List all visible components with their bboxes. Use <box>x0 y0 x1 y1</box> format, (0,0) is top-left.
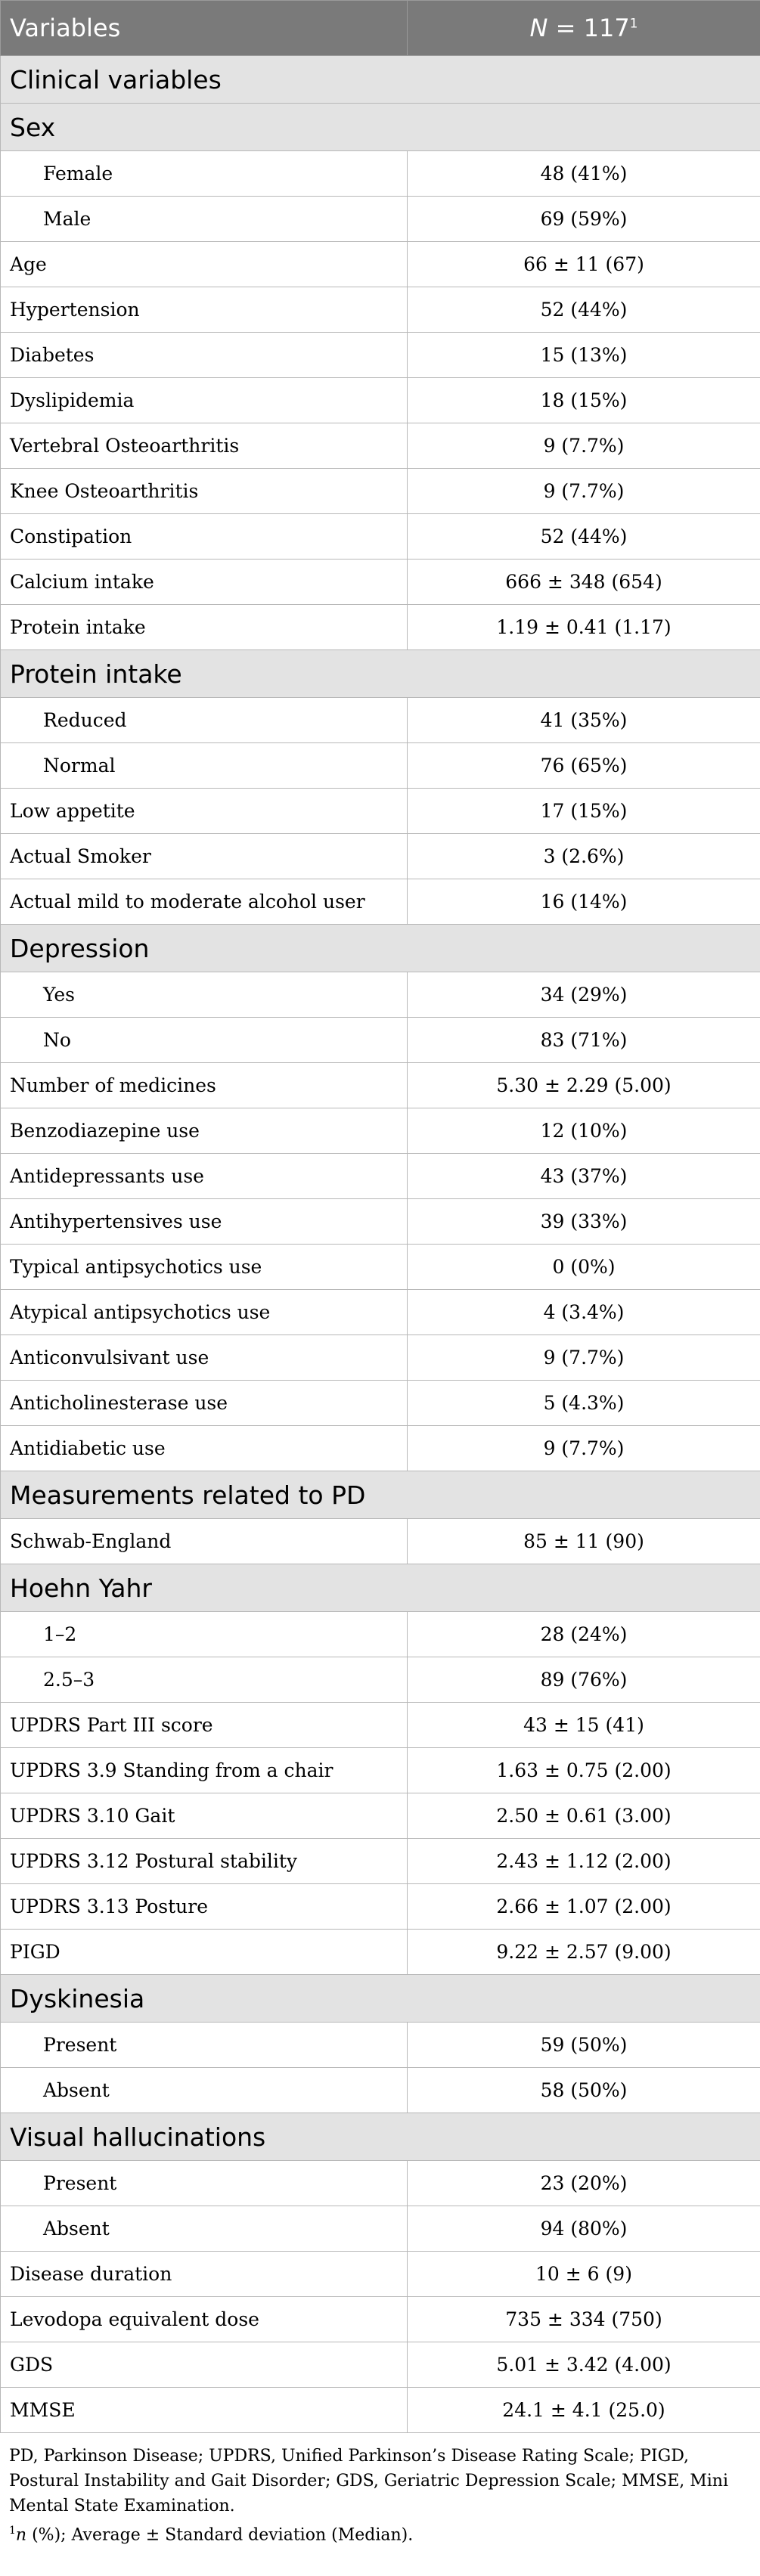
variable-label: MMSE <box>1 2388 408 2433</box>
variable-label: Dyslipidemia <box>1 378 408 423</box>
table-row <box>1 378 760 423</box>
variable-value: 34 (29%) <box>408 972 760 1018</box>
variable-value: 15 (13%) <box>408 333 760 378</box>
variable-label: Yes <box>1 972 408 1018</box>
variable-value: 1.63 ± 0.75 (2.00) <box>408 1748 760 1793</box>
footnote-text: (%); Average ± Standard deviation (Median). <box>26 2525 414 2545</box>
variable-value: 59 (50%) <box>408 2023 760 2068</box>
table-row <box>1 1703 760 1748</box>
table-row <box>1 2342 760 2388</box>
table-row <box>1 1199 760 1245</box>
section-row <box>1 104 760 151</box>
subcategory-row <box>1 972 760 1018</box>
variable-value: 52 (44%) <box>408 287 760 333</box>
table-row <box>1 1884 760 1930</box>
variable-label: Protein intake <box>1 605 408 650</box>
variable-label: Normal <box>1 743 408 789</box>
section-label: Measurements related to PD <box>1 1471 760 1519</box>
variable-label: Schwab-England <box>1 1519 408 1564</box>
variable-label: Absent <box>1 2068 408 2113</box>
subcategory-row <box>1 151 760 197</box>
variable-label: Constipation <box>1 514 408 560</box>
variable-label: UPDRS Part III score <box>1 1703 408 1748</box>
section-label: Depression <box>1 925 760 972</box>
variable-label: 2.5–3 <box>1 1657 408 1703</box>
variable-value: 10 ± 6 (9) <box>408 2252 760 2297</box>
variable-label: Diabetes <box>1 333 408 378</box>
variable-value: 28 (24%) <box>408 1612 760 1657</box>
variable-label: UPDRS 3.12 Postural stability <box>1 1839 408 1884</box>
section-row <box>1 925 760 972</box>
variable-label: Anticholinesterase use <box>1 1381 408 1426</box>
subcategory-row <box>1 2023 760 2068</box>
variable-value: 24.1 ± 4.1 (25.0) <box>408 2388 760 2433</box>
variable-label: Reduced <box>1 698 408 743</box>
variable-value: 83 (71%) <box>408 1018 760 1063</box>
table-row <box>1 1519 760 1564</box>
section-label: Dyskinesia <box>1 1975 760 2023</box>
footnote-marker: 1 <box>9 2525 16 2537</box>
variable-label: Age <box>1 242 408 287</box>
variable-label: Actual Smoker <box>1 834 408 879</box>
variable-value: 39 (33%) <box>408 1199 760 1245</box>
section-label: Hoehn Yahr <box>1 1564 760 1612</box>
header-n-sup: 1 <box>629 16 638 32</box>
section-row <box>1 1471 760 1519</box>
footnote <box>9 2519 751 2547</box>
table-row <box>1 560 760 605</box>
variable-label: UPDRS 3.9 Standing from a chair <box>1 1748 408 1793</box>
variable-label: Vertebral Osteoarthritis <box>1 423 408 469</box>
variable-value: 9.22 ± 2.57 (9.00) <box>408 1930 760 1975</box>
variable-value: 5 (4.3%) <box>408 1381 760 1426</box>
variable-value: 76 (65%) <box>408 743 760 789</box>
variable-value: 43 ± 15 (41) <box>408 1703 760 1748</box>
variable-label: Disease duration <box>1 2252 408 2297</box>
table-row <box>1 1839 760 1884</box>
table-row <box>1 514 760 560</box>
section-label: Sex <box>1 104 760 151</box>
abbreviations-note: PD, Parkinson Disease; UPDRS, Unified Parkinson’s Disease Rating Scale; PIGD, Postural Instability and Gait Disorder; GDS, Geriatric Depression Scale; MMSE, Mini Mental State Examination. <box>9 2447 729 2516</box>
variable-value: 48 (41%) <box>408 151 760 197</box>
variable-value: 43 (37%) <box>408 1154 760 1199</box>
variable-value: 9 (7.7%) <box>408 469 760 514</box>
variable-value: 1.19 ± 0.41 (1.17) <box>408 605 760 650</box>
variable-label: Antihypertensives use <box>1 1199 408 1245</box>
variable-value: 2.50 ± 0.61 (3.00) <box>408 1793 760 1839</box>
table-row <box>1 605 760 650</box>
variable-value: 3 (2.6%) <box>408 834 760 879</box>
subcategory-row <box>1 2206 760 2252</box>
variable-label: Levodopa equivalent dose <box>1 2297 408 2342</box>
variable-label: Atypical antipsychotics use <box>1 1290 408 1335</box>
table-row <box>1 423 760 469</box>
variable-label: Low appetite <box>1 789 408 834</box>
variable-label: GDS <box>1 2342 408 2388</box>
variable-label: Present <box>1 2023 408 2068</box>
section-row <box>1 650 760 698</box>
variable-label: Hypertension <box>1 287 408 333</box>
table-row <box>1 879 760 925</box>
table-row <box>1 834 760 879</box>
subcategory-row <box>1 1612 760 1657</box>
variable-value: 41 (35%) <box>408 698 760 743</box>
variable-value: 12 (10%) <box>408 1108 760 1154</box>
section-label: Clinical variables <box>1 56 760 104</box>
variable-value: 0 (0%) <box>408 1245 760 1290</box>
header-variables: Variables <box>1 1 408 56</box>
variable-value: 2.66 ± 1.07 (2.00) <box>408 1884 760 1930</box>
table-row <box>1 469 760 514</box>
variable-value: 18 (15%) <box>408 378 760 423</box>
variable-label: Absent <box>1 2206 408 2252</box>
variable-label: Knee Osteoarthritis <box>1 469 408 514</box>
variable-value: 9 (7.7%) <box>408 1426 760 1471</box>
table-row <box>1 1335 760 1381</box>
table-row <box>1 1290 760 1335</box>
variable-label: PIGD <box>1 1930 408 1975</box>
variable-value: 52 (44%) <box>408 514 760 560</box>
variable-label: Actual mild to moderate alcohol user <box>1 879 408 925</box>
variable-value: 16 (14%) <box>408 879 760 925</box>
variable-value: 4 (3.4%) <box>408 1290 760 1335</box>
variable-label: Antidepressants use <box>1 1154 408 1199</box>
subcategory-row <box>1 2068 760 2113</box>
variable-label: Male <box>1 197 408 242</box>
section-row <box>1 56 760 104</box>
subcategory-row <box>1 698 760 743</box>
variable-label: No <box>1 1018 408 1063</box>
variable-value: 94 (80%) <box>408 2206 760 2252</box>
table-row <box>1 2297 760 2342</box>
variable-value: 89 (76%) <box>408 1657 760 1703</box>
subcategory-row <box>1 743 760 789</box>
variable-label: Benzodiazepine use <box>1 1108 408 1154</box>
variable-value: 735 ± 334 (750) <box>408 2297 760 2342</box>
table-row <box>1 287 760 333</box>
variable-value: 2.43 ± 1.12 (2.00) <box>408 1839 760 1884</box>
variable-value: 5.01 ± 3.42 (4.00) <box>408 2342 760 2388</box>
subcategory-row <box>1 1018 760 1063</box>
table-row <box>1 2252 760 2297</box>
variable-value: 9 (7.7%) <box>408 1335 760 1381</box>
subcategory-row <box>1 1657 760 1703</box>
variable-label: UPDRS 3.13 Posture <box>1 1884 408 1930</box>
variable-label: Calcium intake <box>1 560 408 605</box>
table-row <box>1 1426 760 1471</box>
table-row <box>1 1381 760 1426</box>
variable-label: 1–2 <box>1 1612 408 1657</box>
variable-value: 85 ± 11 (90) <box>408 1519 760 1564</box>
variable-label: Typical antipsychotics use <box>1 1245 408 1290</box>
section-row <box>1 2113 760 2161</box>
table-header-row <box>1 1 760 56</box>
table-row <box>1 1793 760 1839</box>
table-row <box>1 242 760 287</box>
variable-label: Female <box>1 151 408 197</box>
variable-value: 5.30 ± 2.29 (5.00) <box>408 1063 760 1108</box>
variable-value: 66 ± 11 (67) <box>408 242 760 287</box>
variable-value: 17 (15%) <box>408 789 760 834</box>
variable-value: 666 ± 348 (654) <box>408 560 760 605</box>
variable-label: Antidiabetic use <box>1 1426 408 1471</box>
table-row <box>1 1930 760 1975</box>
variable-label: Present <box>1 2161 408 2206</box>
variable-value: 23 (20%) <box>408 2161 760 2206</box>
variable-value: 9 (7.7%) <box>408 423 760 469</box>
header-n <box>408 1 760 56</box>
table-row <box>1 1063 760 1108</box>
table-row <box>1 789 760 834</box>
subcategory-row <box>1 2161 760 2206</box>
variable-value: 69 (59%) <box>408 197 760 242</box>
footnote-n: n <box>15 2525 27 2545</box>
table-row <box>1 1245 760 1290</box>
section-label: Visual hallucinations <box>1 2113 760 2161</box>
variable-label: Anticonvulsivant use <box>1 1335 408 1381</box>
variable-value: 58 (50%) <box>408 2068 760 2113</box>
section-row <box>1 1975 760 2023</box>
table-body <box>1 56 760 2433</box>
header-n-value: = 117 <box>548 14 630 42</box>
section-row <box>1 1564 760 1612</box>
table-row <box>1 1108 760 1154</box>
section-label: Protein intake <box>1 650 760 698</box>
variable-label: UPDRS 3.10 Gait <box>1 1793 408 1839</box>
header-n-label: N <box>529 14 548 42</box>
variable-label: Number of medicines <box>1 1063 408 1108</box>
table-row <box>1 1748 760 1793</box>
table-row <box>1 333 760 378</box>
table-notes <box>0 2433 760 2547</box>
table-row <box>1 2388 760 2433</box>
subcategory-row <box>1 197 760 242</box>
table-row <box>1 1154 760 1199</box>
